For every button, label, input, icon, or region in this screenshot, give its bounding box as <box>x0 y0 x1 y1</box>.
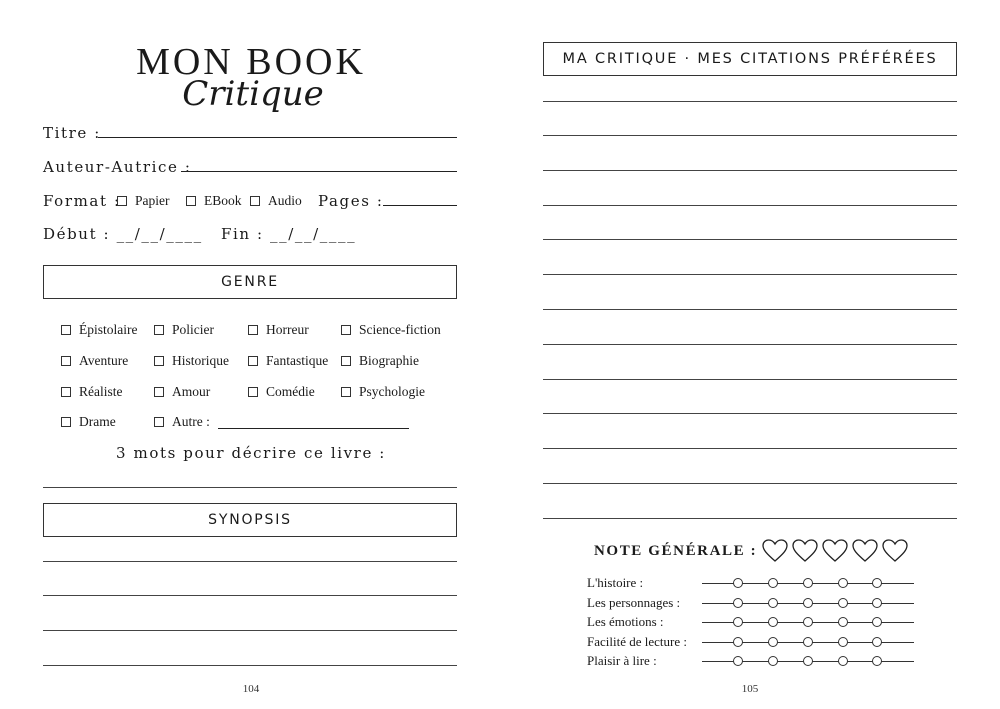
critique-line[interactable] <box>543 483 957 484</box>
genre-biographie[interactable]: Biographie <box>341 353 419 369</box>
checkbox-icon <box>154 325 164 335</box>
rating-dot[interactable] <box>803 617 813 627</box>
rating-label-plaisir: Plaisir à lire : <box>587 653 657 668</box>
rating-dot[interactable] <box>733 578 743 588</box>
titre-field[interactable] <box>98 137 457 138</box>
checkbox-icon <box>341 325 351 335</box>
auteur-label: Auteur-Autrice : <box>43 158 192 176</box>
three-words-line[interactable] <box>43 487 457 488</box>
checkbox-icon <box>61 356 71 366</box>
rating-dot[interactable] <box>768 617 778 627</box>
critique-line[interactable] <box>543 274 957 275</box>
genre-science-fiction[interactable]: Science-fiction <box>341 322 441 338</box>
format-label: Format : <box>43 192 121 210</box>
heart-icon[interactable] <box>852 539 878 563</box>
critique-line[interactable] <box>543 205 957 206</box>
rating-dot[interactable] <box>872 637 882 647</box>
critique-line[interactable] <box>543 135 957 136</box>
critique-line[interactable] <box>543 344 957 345</box>
note-generale-label: NOTE GÉNÉRALE : <box>594 543 758 559</box>
three-words-label: 3 mots pour décrire ce livre : <box>116 444 386 462</box>
rating-dot[interactable] <box>803 656 813 666</box>
critique-line[interactable] <box>543 448 957 449</box>
synopsis-header: SYNOPSIS <box>43 503 457 537</box>
heart-icon[interactable] <box>822 539 848 563</box>
synopsis-line[interactable] <box>43 630 457 631</box>
critique-line[interactable] <box>543 101 957 102</box>
genre-horreur[interactable]: Horreur <box>248 322 309 338</box>
page-title: MON BOOK <box>136 41 366 83</box>
checkbox-icon <box>248 387 258 397</box>
synopsis-line[interactable] <box>43 595 457 596</box>
format-option-papier[interactable]: Papier <box>117 193 170 209</box>
rating-dot[interactable] <box>768 598 778 608</box>
rating-dot[interactable] <box>768 637 778 647</box>
genre-realiste[interactable]: Réaliste <box>61 384 123 400</box>
critique-line[interactable] <box>543 518 957 519</box>
checkbox-icon <box>154 417 164 427</box>
fin-date-field[interactable]: Fin : __/__/____ <box>221 225 357 243</box>
genre-psychologie[interactable]: Psychologie <box>341 384 425 400</box>
synopsis-line[interactable] <box>43 665 457 666</box>
genre-epistolaire[interactable]: Épistolaire <box>61 322 137 338</box>
checkbox-icon <box>154 387 164 397</box>
checkbox-icon <box>61 325 71 335</box>
rating-dot[interactable] <box>838 637 848 647</box>
debut-date-field[interactable]: Début : __/__/____ <box>43 225 203 243</box>
rating-label-facilite: Facilité de lecture : <box>587 634 687 649</box>
genre-autre[interactable]: Autre : <box>154 414 210 430</box>
rating-dot[interactable] <box>838 598 848 608</box>
rating-dot[interactable] <box>733 637 743 647</box>
genre-policier[interactable]: Policier <box>154 322 214 338</box>
genre-comedie[interactable]: Comédie <box>248 384 315 400</box>
format-option-audio[interactable]: Audio <box>250 193 302 209</box>
checkbox-icon <box>186 196 196 206</box>
rating-dot[interactable] <box>872 578 882 588</box>
page-number-left: 104 <box>242 683 260 695</box>
critique-line[interactable] <box>543 239 957 240</box>
rating-dot[interactable] <box>838 578 848 588</box>
rating-dot[interactable] <box>838 617 848 627</box>
titre-label: Titre : <box>43 124 101 142</box>
rating-label-histoire: L'histoire : <box>587 575 644 590</box>
critique-line[interactable] <box>543 413 957 414</box>
checkbox-icon <box>341 387 351 397</box>
checkbox-icon <box>61 417 71 427</box>
format-option-ebook[interactable]: EBook <box>186 193 242 209</box>
checkbox-icon <box>117 196 127 206</box>
page-subtitle-script: Critique <box>182 74 324 114</box>
rating-dot[interactable] <box>768 656 778 666</box>
heart-icon[interactable] <box>882 539 908 563</box>
genre-drame[interactable]: Drame <box>61 414 116 430</box>
critique-line[interactable] <box>543 309 957 310</box>
checkbox-icon <box>248 325 258 335</box>
checkbox-icon <box>61 387 71 397</box>
pages-label: Pages : <box>318 192 384 210</box>
checkbox-icon <box>248 356 258 366</box>
rating-dot[interactable] <box>768 578 778 588</box>
page-number-right: 105 <box>741 683 759 695</box>
genre-header: GENRE <box>43 265 457 299</box>
genre-amour[interactable]: Amour <box>154 384 210 400</box>
rating-dot[interactable] <box>803 598 813 608</box>
rating-dot[interactable] <box>872 598 882 608</box>
heart-icon[interactable] <box>762 539 788 563</box>
rating-dot[interactable] <box>803 637 813 647</box>
critique-header: MA CRITIQUE · MES CITATIONS PRÉFÉRÉES <box>543 42 957 76</box>
critique-line[interactable] <box>543 170 957 171</box>
checkbox-icon <box>341 356 351 366</box>
rating-label-personnages: Les personnages : <box>587 595 681 610</box>
genre-historique[interactable]: Historique <box>154 353 229 369</box>
rating-dot[interactable] <box>803 578 813 588</box>
rating-dot[interactable] <box>733 656 743 666</box>
genre-aventure[interactable]: Aventure <box>61 353 128 369</box>
checkbox-icon <box>154 356 164 366</box>
rating-dot[interactable] <box>733 617 743 627</box>
genre-fantastique[interactable]: Fantastique <box>248 353 328 369</box>
auteur-field[interactable] <box>181 171 457 172</box>
critique-line[interactable] <box>543 379 957 380</box>
pages-field[interactable] <box>383 205 457 206</box>
rating-dot[interactable] <box>872 656 882 666</box>
synopsis-line[interactable] <box>43 561 457 562</box>
rating-dot[interactable] <box>838 656 848 666</box>
rating-dot[interactable] <box>733 598 743 608</box>
heart-icon[interactable] <box>792 539 818 563</box>
checkbox-icon <box>250 196 260 206</box>
genre-autre-field[interactable] <box>218 428 409 429</box>
rating-label-emotions: Les émotions : <box>587 614 664 629</box>
rating-dot[interactable] <box>872 617 882 627</box>
